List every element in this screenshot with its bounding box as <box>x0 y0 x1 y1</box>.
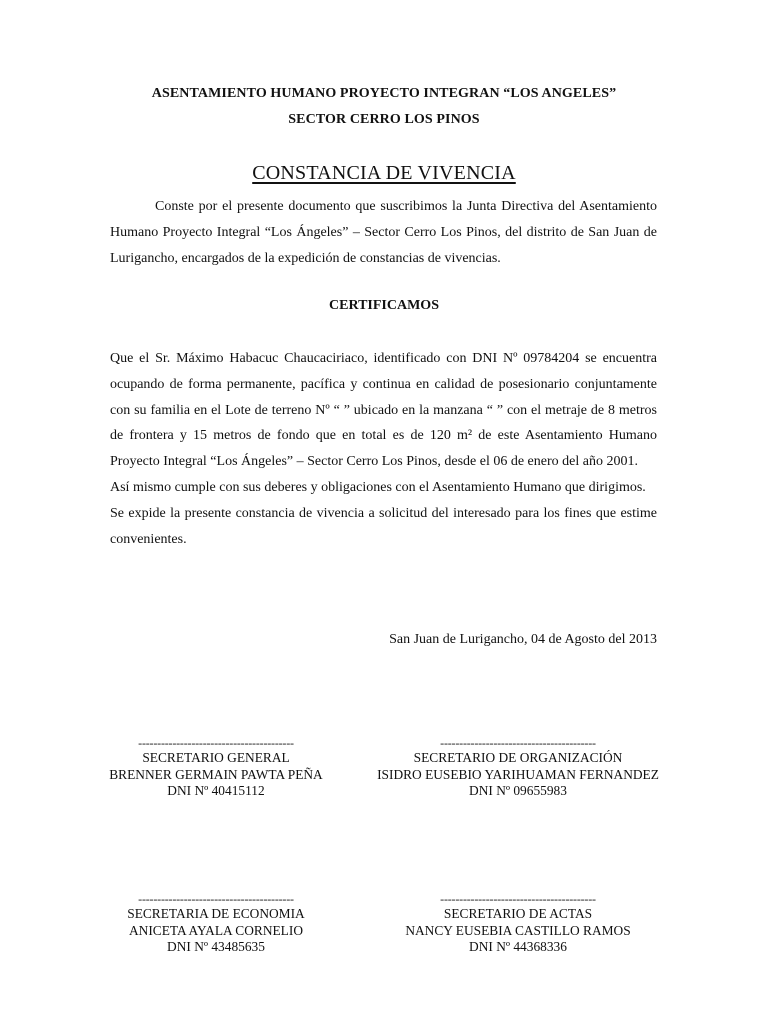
place-and-date: San Juan de Lurigancho, 04 de Agosto del 2013 <box>389 632 657 647</box>
signature-line: ----------------------------------------- <box>440 736 596 750</box>
signatory-name: BRENNER GERMAIN PAWTA PEÑA <box>109 766 323 782</box>
signature-block-secretario-actas <box>368 892 668 956</box>
signatory-role: SECRETARIO GENERAL <box>142 750 290 765</box>
signatory-name: NANCY EUSEBIA CASTILLO RAMOS <box>405 922 631 938</box>
signature-line: ----------------------------------------- <box>138 736 294 750</box>
signature-block-secretario-organizacion <box>368 736 668 800</box>
organization-name: ASENTAMIENTO HUMANO PROYECTO INTEGRAN “LOS ANGELES” <box>151 86 617 101</box>
obligations-paragraph: Así mismo cumple con sus deberes y obligaciones con el Asentamiento Humano que dirigimos. <box>110 479 646 495</box>
signature-block-secretario-general <box>66 736 366 800</box>
intro-paragraph: Conste por el presente documento que suscribimos la Junta Directiva del Asentamiento Humano Proyecto Integral “Los Ángeles” – Sector Cerro Los Pinos, del distrito de San Juan de Lurigancho, encargados de la expedición de constancias de vivencias. <box>110 199 657 266</box>
signatory-name: ANICETA AYALA CORNELIO <box>128 922 303 938</box>
document-title: CONSTANCIA DE VIVENCIA <box>252 162 516 184</box>
certification-paragraph: Que el Sr. Máximo Habacuc Chaucaciriaco, identificado con DNI Nº 09784204 se encuentra ocupando de forma permanente, pacífica y continua en calidad de posesionario conjuntamente con su familia en el Lote de terreno Nº “ ” ubicado en la manzana “ ” con el metraje de 8 metros de frontera y 15 metros de fondo que en total es de 120 m² de este Asentamiento Humano Proyecto Integral “Los Ángeles” – Sector Cerro Los Pinos, desde el 06 de enero del año 2001. <box>110 351 657 470</box>
signatory-role: SECRETARIO DE ACTAS <box>443 906 593 921</box>
organization-sector: SECTOR CERRO LOS PINOS <box>288 112 480 127</box>
signatory-dni: DNI Nº 43485635 <box>167 939 265 954</box>
signatory-name: ISIDRO EUSEBIO YARIHUAMAN FERNANDEZ <box>377 766 659 782</box>
signature-line: ----------------------------------------- <box>138 892 294 906</box>
signature-block-secretaria-economia <box>66 892 366 956</box>
certify-heading: CERTIFICAMOS <box>329 298 439 313</box>
signatory-dni: DNI Nº 44368336 <box>469 939 567 954</box>
signature-line: ----------------------------------------- <box>440 892 596 906</box>
certification-body <box>110 346 657 552</box>
signatory-dni: DNI Nº 09655983 <box>469 783 567 798</box>
signatory-dni: DNI Nº 40415112 <box>167 783 265 798</box>
signatory-role: SECRETARIA DE ECONOMIA <box>127 906 305 921</box>
issuance-paragraph: Se expide la presente constancia de vivencia a solicitud del interesado para los fines que estime convenientes. <box>110 505 657 547</box>
signatory-role: SECRETARIO DE ORGANIZACIÓN <box>413 750 623 765</box>
